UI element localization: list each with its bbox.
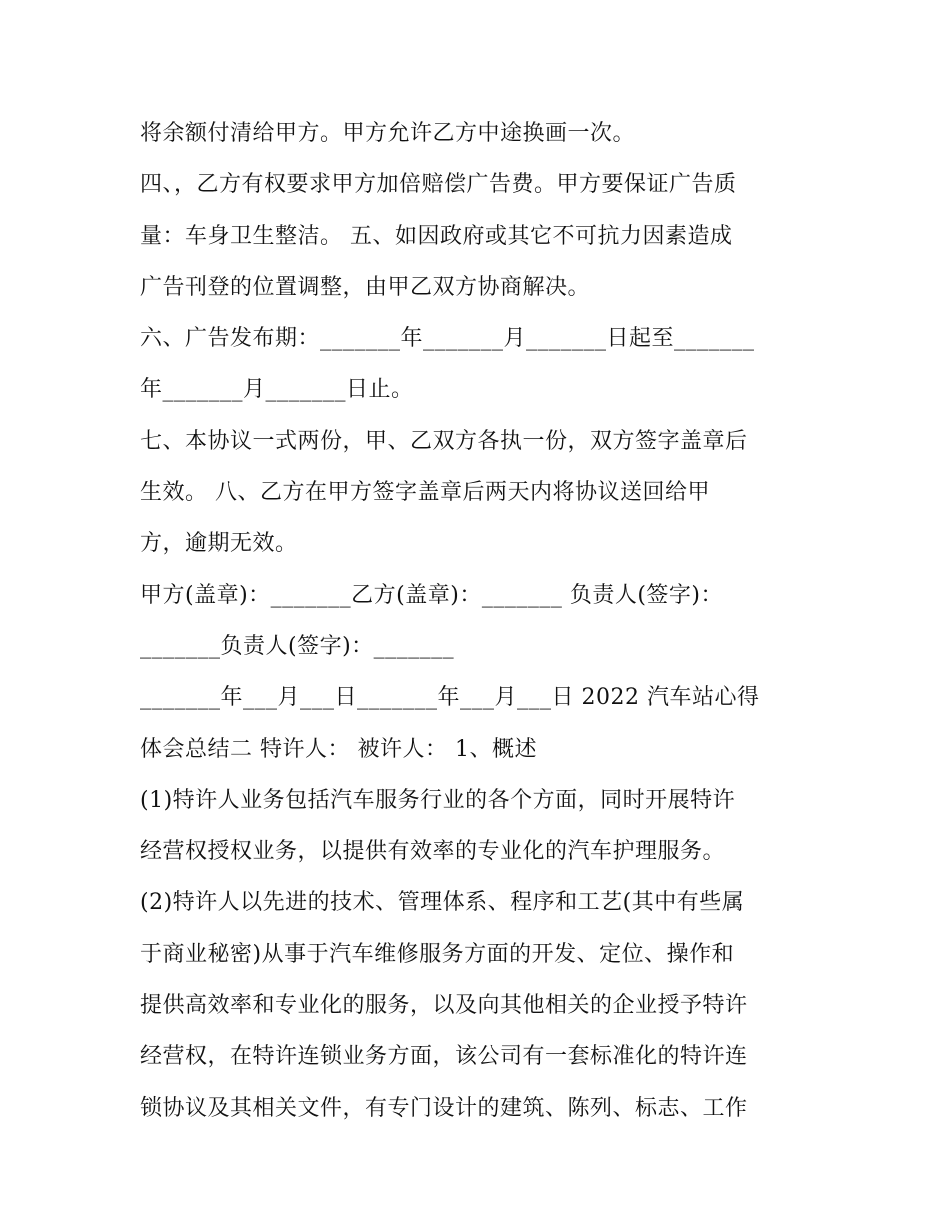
text-line: 于商业秘密)从事于汽车维修服务方面的开发、定位、操作和	[140, 941, 735, 967]
text-line: 甲方(盖章)：_______乙方(盖章)：_______ 负责人(签字)：	[140, 582, 723, 608]
text-line: 六、广告发布期：_______年_______月_______日起至_______	[140, 326, 755, 352]
text-line: 生效。 八、乙方在甲方签字盖章后两天内将协议送回给甲	[140, 480, 710, 506]
text-line: 量：车身卫生整洁。 五、如因政府或其它不可抗力因素造成	[140, 223, 733, 249]
text-line: 锁协议及其相关文件，有专门设计的建筑、陈列、标志、工作	[140, 1095, 748, 1121]
text-line: 将余额付清给甲方。甲方允许乙方中途换画一次。	[140, 121, 636, 146]
document-body	[140, 108, 820, 1134]
text-line: 广告刊登的位置调整，由甲乙双方协商解决。	[140, 274, 591, 300]
text-line: 七、本协议一式两份，甲、乙双方各执一份，双方签字盖章后	[140, 428, 748, 454]
text-line: _______负责人(签字)：_______	[140, 633, 455, 659]
text-line: 经营权授权业务，以提供有效率的专业化的汽车护理服务。	[140, 839, 726, 865]
text-line: 方，逾期无效。	[140, 531, 298, 557]
text-line: 四、，乙方有权要求甲方加倍赔偿广告费。甲方要保证广告质	[140, 172, 737, 198]
text-line: (1)特许人业务包括汽车服务行业的各个方面，同时开展特许	[140, 787, 736, 813]
text-line: (2)特许人以先进的技术、管理体系、程序和工艺(其中有些属	[140, 890, 745, 916]
text-line: 提供高效率和专业化的服务，以及向其他相关的企业授予特许	[140, 993, 748, 1019]
text-line: 年_______月_______日止。	[140, 377, 414, 403]
text-line: _______年___月___日_______年___月___日 2022 汽车站心得	[140, 685, 760, 711]
text-line: 体会总结二 特许人： 被许人： 1、概述	[140, 736, 537, 762]
text-line: 经营权，在特许连锁业务方面，该公司有一套标准化的特许连	[140, 1044, 748, 1070]
